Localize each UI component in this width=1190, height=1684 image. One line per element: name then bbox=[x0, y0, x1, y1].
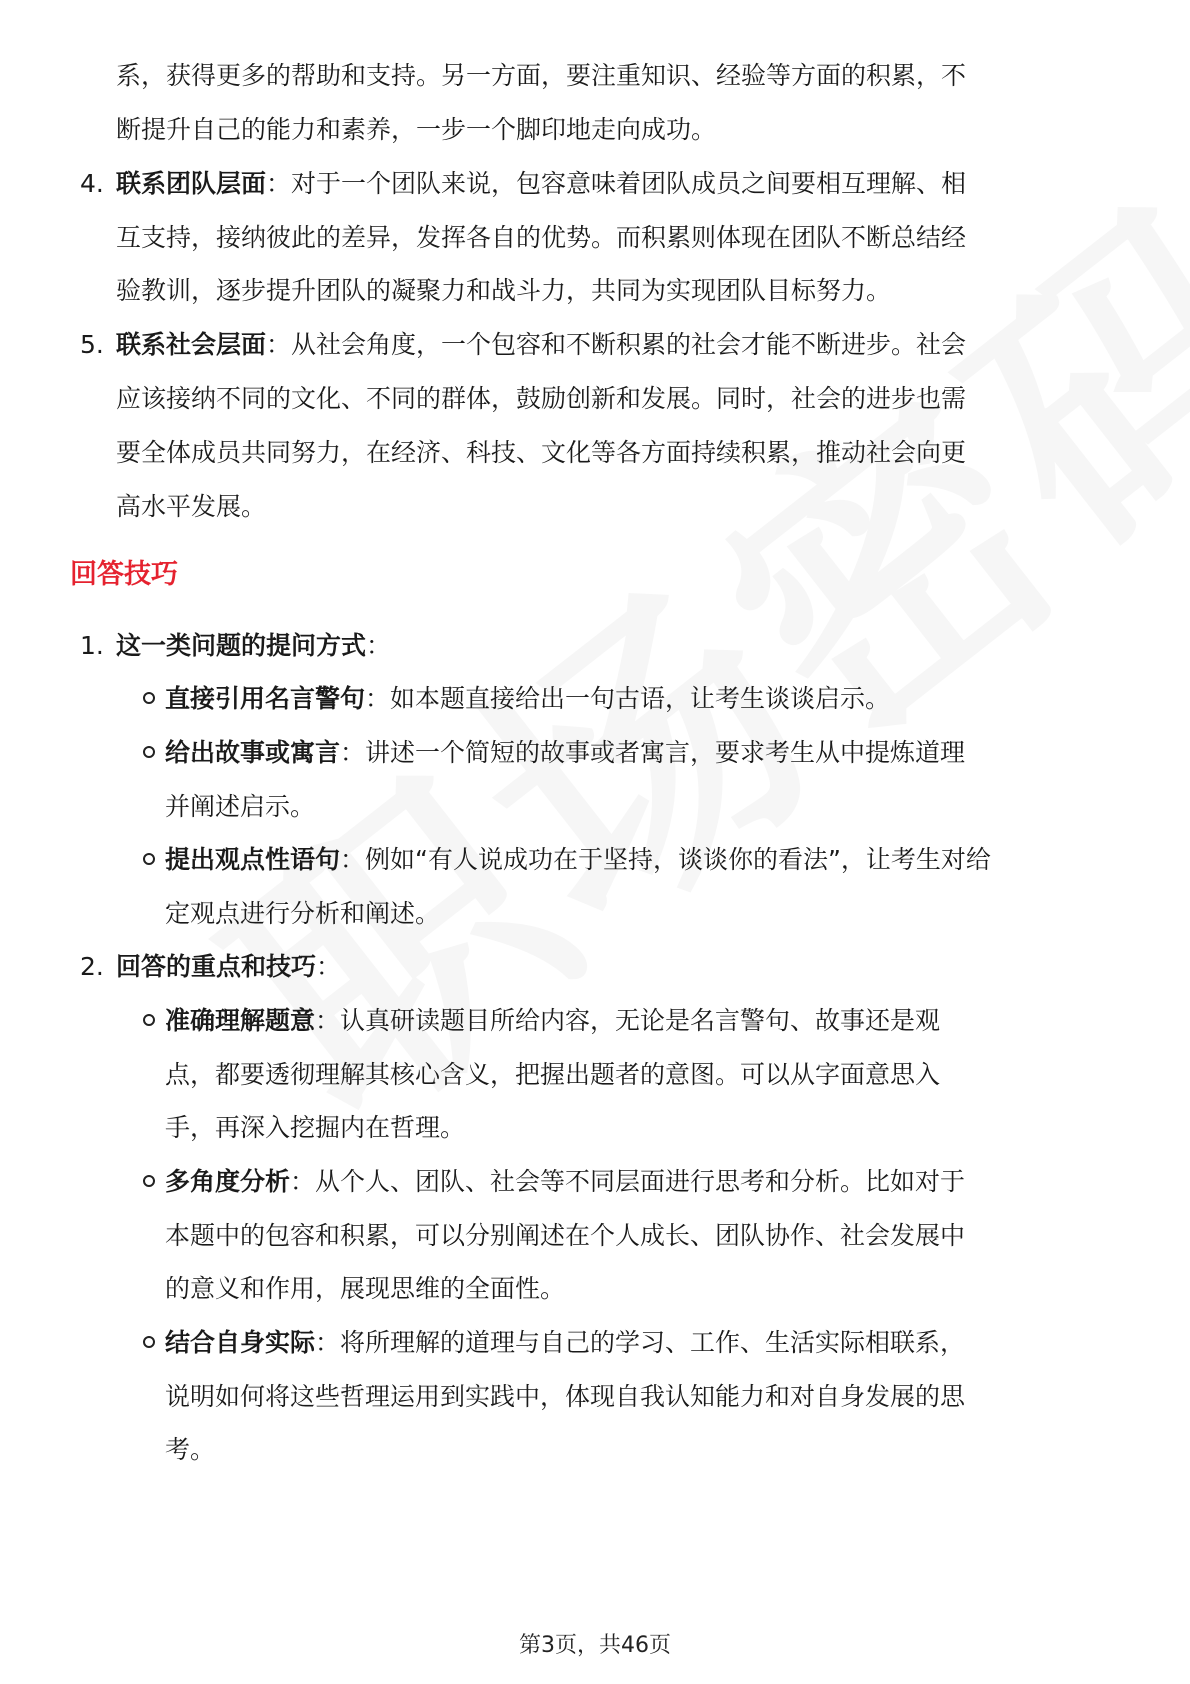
list-item-first-line bbox=[116, 166, 966, 202]
bullet-first-line bbox=[165, 842, 991, 878]
bullet-line: 手，再深入挖掘内在哲理。 bbox=[165, 1113, 466, 1142]
list-number: 4. bbox=[80, 169, 104, 198]
list-item-text: 从社会角度，一个包容和不断积累的社会才能不断进步。社会 bbox=[291, 330, 967, 359]
list-number: 2. bbox=[80, 952, 104, 981]
separator: ： bbox=[315, 1006, 341, 1035]
bullet-line: 定观点进行分析和阐述。 bbox=[165, 899, 441, 928]
bullet-line: 考。 bbox=[165, 1435, 216, 1464]
paragraph-line: 要全体成员共同努力，在经济、科技、文化等各方面持续积累，推动社会向更 bbox=[116, 438, 967, 467]
paragraph-line: 验教训，逐步提升团队的凝聚力和战斗力，共同为实现团队目标努力。 bbox=[116, 276, 892, 305]
separator: ： bbox=[316, 952, 342, 981]
bullet-first-line bbox=[165, 735, 965, 771]
separator: ： bbox=[365, 684, 391, 713]
section-title: 回答技巧 bbox=[70, 559, 178, 590]
bullet-title: 提出观点性语句 bbox=[165, 845, 341, 874]
bullet-text: 将所理解的道理与自己的学习、工作、生活实际相联系， bbox=[340, 1328, 966, 1357]
paragraph-line: 应该接纳不同的文化、不同的群体，鼓励创新和发展。同时，社会的进步也需 bbox=[116, 384, 967, 413]
bullet-first-line bbox=[165, 1003, 940, 1039]
separator: ： bbox=[366, 631, 392, 660]
separator: ： bbox=[340, 738, 366, 767]
bullet-title: 直接引用名言警句 bbox=[165, 684, 366, 713]
bullet-first-line bbox=[165, 1164, 965, 1200]
bullet-line: 说明如何将这些哲理运用到实践中，体现自我认知能力和对自身发展的思 bbox=[165, 1382, 966, 1411]
list-item-heading bbox=[116, 949, 341, 985]
bullet-line: 本题中的包容和积累，可以分别阐述在个人成长、团队协作、社会发展中 bbox=[165, 1221, 966, 1250]
bullet-title: 结合自身实际 bbox=[165, 1328, 316, 1357]
bullet-icon bbox=[143, 1014, 155, 1026]
bullet-text: 讲述一个简短的故事或者寓言，要求考生从中提炼道理 bbox=[365, 738, 966, 767]
bullet-icon bbox=[143, 746, 155, 758]
paragraph-line: 系，获得更多的帮助和支持。另一方面，要注重知识、经验等方面的积累，不 bbox=[116, 61, 967, 90]
bullet-line: 点，都要透彻理解其核心含义，把握出题者的意图。可以从字面意思入 bbox=[165, 1060, 941, 1089]
bullet-title: 给出故事或寓言 bbox=[165, 738, 341, 767]
paragraph-line: 互支持，接纳彼此的差异，发挥各自的优势。而积累则体现在团队不断总结经 bbox=[116, 223, 967, 252]
separator: ： bbox=[266, 330, 292, 359]
bullet-title: 准确理解题意 bbox=[165, 1006, 316, 1035]
bullet-icon bbox=[143, 1175, 155, 1187]
bullet-line: 的意义和作用，展现思维的全面性。 bbox=[165, 1274, 566, 1303]
list-item-title: 这一类问题的提问方式 bbox=[116, 631, 367, 660]
separator: ： bbox=[266, 169, 292, 198]
bullet-line: 并阐述启示。 bbox=[165, 792, 316, 821]
list-item-heading bbox=[116, 628, 391, 664]
list-item-first-line bbox=[116, 327, 966, 363]
bullet-text: 例如“有人说成功在于坚持，谈谈你的看法”，让考生对给 bbox=[365, 845, 991, 874]
list-item-title: 联系社会层面 bbox=[116, 330, 267, 359]
bullet-text: 认真研读题目所给内容，无论是名言警句、故事还是观 bbox=[340, 1006, 941, 1035]
paragraph-line: 断提升自己的能力和素养，一步一个脚印地走向成功。 bbox=[116, 115, 717, 144]
separator: ： bbox=[340, 845, 366, 874]
separator: ： bbox=[290, 1167, 316, 1196]
list-number: 1. bbox=[80, 631, 104, 660]
bullet-text: 从个人、团队、社会等不同层面进行思考和分析。比如对于 bbox=[315, 1167, 966, 1196]
list-item-title: 回答的重点和技巧 bbox=[116, 952, 317, 981]
list-number: 5. bbox=[80, 330, 104, 359]
bullet-title: 多角度分析 bbox=[165, 1167, 291, 1196]
list-item-title: 联系团队层面 bbox=[116, 169, 267, 198]
bullet-first-line bbox=[165, 1325, 965, 1361]
bullet-icon bbox=[143, 692, 155, 704]
bullet-icon bbox=[143, 853, 155, 865]
paragraph-line: 高水平发展。 bbox=[116, 492, 267, 521]
list-item-text: 对于一个团队来说，包容意味着团队成员之间要相互理解、相 bbox=[291, 169, 967, 198]
page-footer: 第3页，共46页 bbox=[519, 1633, 671, 1658]
bullet-text: 如本题直接给出一句古语，让考生谈谈启示。 bbox=[390, 684, 891, 713]
bullet-first-line bbox=[165, 681, 890, 717]
bullet-icon bbox=[143, 1336, 155, 1348]
separator: ： bbox=[315, 1328, 341, 1357]
